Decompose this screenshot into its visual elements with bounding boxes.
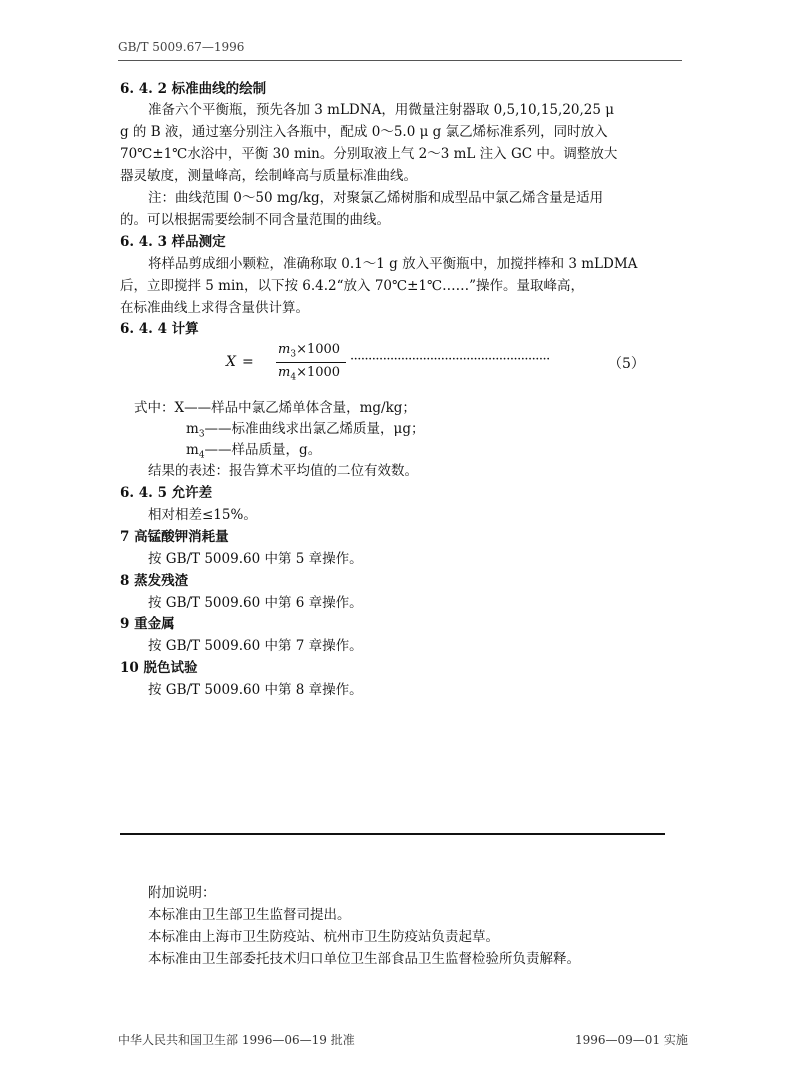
formula-leader-dots: ······················································· (350, 352, 550, 367)
implementation-date: 1996—09—01 实施 (575, 1033, 688, 1047)
section-6-4-3-text-line-1: 将样品剪成细小颗粒，准确称取 0.1～1 g 放入平衡瓶中，加搅拌棒和 3 mLDMA (148, 256, 638, 272)
section-7-title: 7 高锰酸钾消耗量 (120, 529, 229, 545)
appendix-title: 附加说明： (148, 885, 216, 901)
where-m3-definition: $m_3——$标准曲线求出氯乙烯质量，μg； (186, 421, 425, 440)
appendix-line-1: 本标准由卫生部卫生监督司提出。 (148, 907, 351, 923)
header-rule (118, 60, 682, 61)
section-6-4-2-note-line-2: 的。可以根据需要绘制不同含量范围的曲线。 (120, 212, 390, 228)
section-7-text: 按 GB/T 5009.60 中第 5 章操作。 (148, 551, 363, 567)
section-6-4-2-text-line-2: g 的 B 液，通过塞分别注入各瓶中，配成 0～5.0 μ g 氯乙烯标准系列，同时放入 (120, 124, 608, 140)
section-10-title: 10 脱色试验 (120, 660, 198, 676)
formula-lhs: X (226, 354, 236, 370)
where-x-definition: 式中：X——样品中氯乙烯单体含量，mg/kg； (134, 400, 416, 416)
formula-equals: = (242, 354, 254, 370)
section-6-4-2-text-line-1: 准备六个平衡瓶，预先各加 3 mLDNA，用微量注射器取 0,5,10,15,20,25 μ (148, 102, 615, 118)
section-6-4-3-text-line-2: 后，立即搅拌 5 min，以下按 6.4.2“放入 70℃±1℃……”操作。量取峰高， (120, 278, 585, 294)
section-9-text: 按 GB/T 5009.60 中第 7 章操作。 (148, 638, 363, 654)
section-6-4-2-text-line-3: 70℃±1℃水浴中，平衡 30 min。分别取液上气 2～3 mL 注入 GC 中。调整放大 (120, 146, 618, 162)
where-m4-definition: $m_4——$样品质量，g。 (186, 442, 322, 461)
section-6-4-3-text-line-3: 在标准曲线上求得含量供计算。 (120, 300, 309, 316)
appendix-line-3: 本标准由卫生部委托技术归口单位卫生部食品卫生监督检验所负责解释。 (148, 951, 580, 967)
section-6-4-3-title: 6. 4. 3 样品测定 (120, 234, 226, 250)
approval-date: 中华人民共和国卫生部 1996—06—19 批准 (118, 1033, 355, 1047)
formula-denominator: $m_4\times 1000$ (278, 365, 341, 383)
appendix-separator (120, 833, 665, 835)
formula-5 (226, 340, 646, 386)
section-6-4-2-text-line-4: 器灵敏度，测量峰高，绘制峰高与质量标准曲线。 (120, 168, 417, 184)
section-6-4-4-title: 6. 4. 4 计算 (120, 321, 199, 337)
section-8-title: 8 蒸发残渣 (120, 573, 189, 589)
section-6-4-5-title: 6. 4. 5 允许差 (120, 485, 213, 501)
formula-number: （5） (608, 356, 645, 372)
formula-numerator: $m_3\times 1000$ (278, 342, 341, 360)
section-6-4-2-note-line-1: 注：曲线范围 0～50 mg/kg，对聚氯乙烯树脂和成型品中氯乙烯含量是适用 (148, 190, 604, 206)
result-expression: 结果的表述：报告算术平均值的二位有效数。 (148, 463, 418, 479)
fraction-bar (276, 362, 346, 363)
section-6-4-5-text: 相对相差≤15%。 (148, 507, 257, 523)
appendix-line-2: 本标准由上海市卫生防疫站、杭州市卫生防疫站负责起草。 (148, 929, 499, 945)
section-6-4-2-title: 6. 4. 2 标准曲线的绘制 (120, 81, 267, 97)
section-9-title: 9 重金属 (120, 616, 175, 632)
standard-number-header: GB/T 5009.67—1996 (118, 40, 245, 54)
section-8-text: 按 GB/T 5009.60 中第 6 章操作。 (148, 595, 363, 611)
section-10-text: 按 GB/T 5009.60 中第 8 章操作。 (148, 682, 363, 698)
